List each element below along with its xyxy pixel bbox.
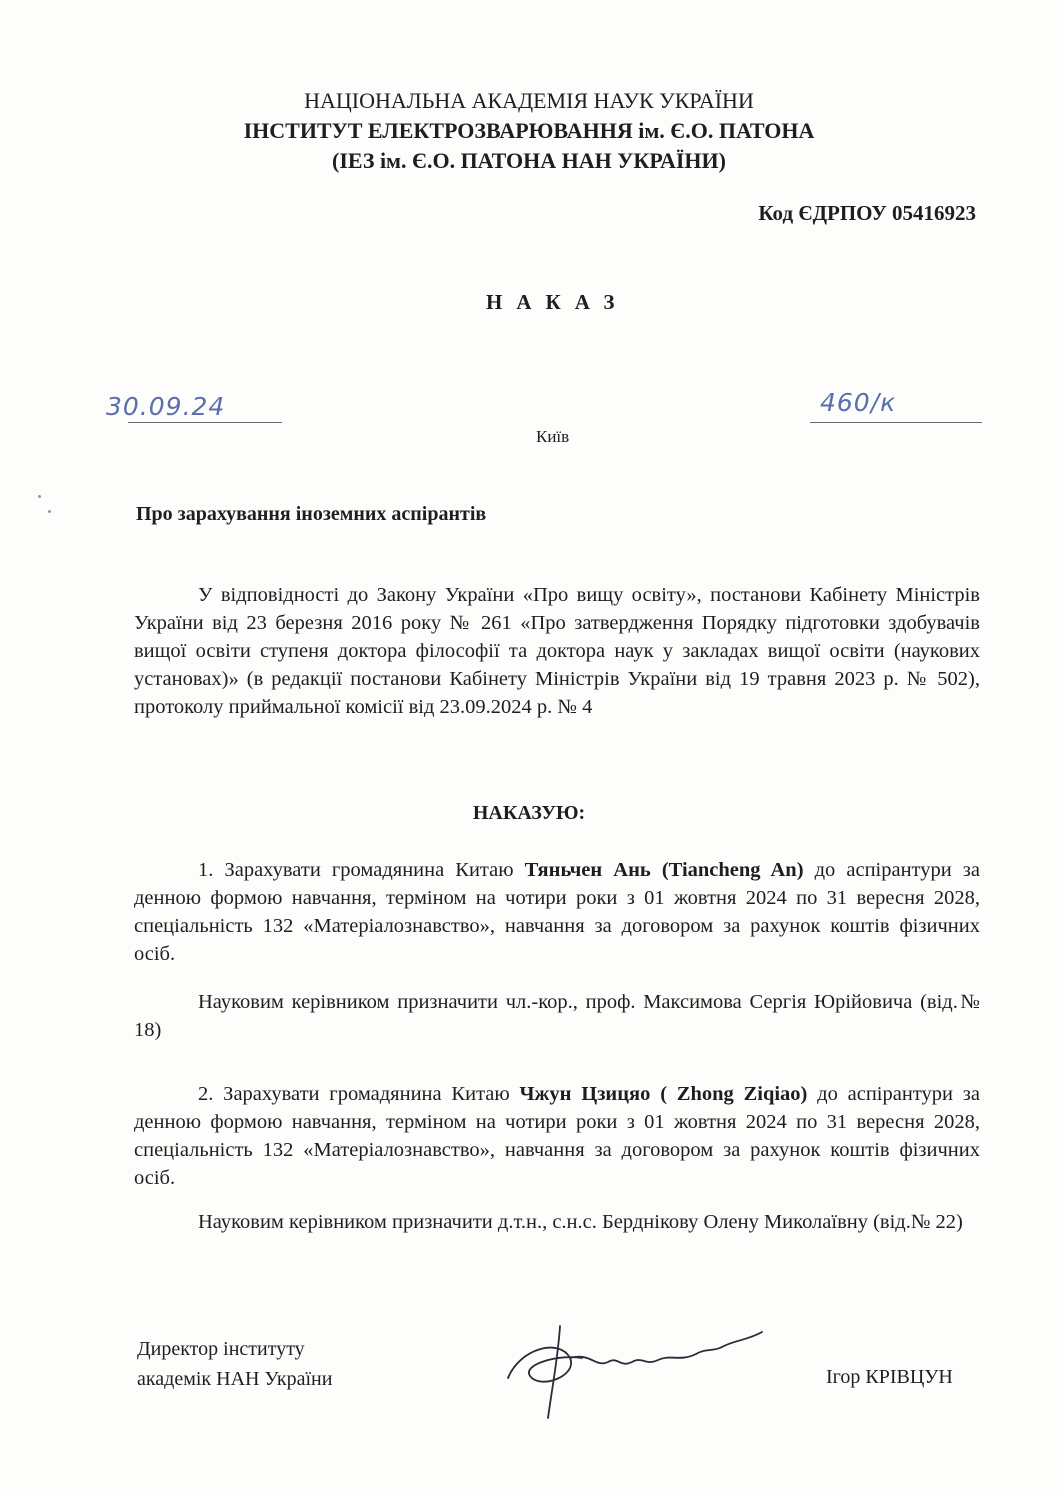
scan-speck bbox=[38, 495, 41, 498]
city: Київ bbox=[536, 427, 570, 446]
document-type: НАКАЗ bbox=[486, 290, 629, 314]
document-date: 30.09.24 bbox=[106, 392, 226, 421]
order-item-1-text: до аспірантури за денною формою навчання, терміном на чотири роки з 01 жовтня 2024 по 31 вересня 2028, спеціальність 132 «Матеріалознавство», навчання за договором за рахунок коштів фізичних осіб. bbox=[134, 859, 980, 965]
org-abbreviation: (ІЕЗ ім. Є.О. ПАТОНА НАН УКРАЇНИ) bbox=[332, 148, 726, 173]
preamble: У відповідності до Закону України «Про вищу освіту», постанови Кабінету Міністрів України від 23 березня 2016 року № 261 «Про затвердження Порядку підготовки здобувачів вищої освіти ступеня доктора філософії та доктора наук у закладах вищої освіти (наукових установах)» (в редакції постанови Кабінету Міністрів України від 19 травня 2023 р. № 502), протоколу приймальної комісії від 23.09.2024 р. № 4 bbox=[134, 584, 980, 718]
number-underline bbox=[810, 422, 982, 423]
order-heading: НАКАЗУЮ: bbox=[472, 802, 586, 824]
order-item-2-prefix: 2. Зарахувати громадянина Китаю bbox=[198, 1083, 510, 1105]
order-item-1-prefix: 1. Зарахувати громадянина Китаю bbox=[198, 859, 514, 881]
org-institute: ІНСТИТУТ ЕЛЕКТРОЗВАРЮВАННЯ ім. Є.О. ПАТОНА bbox=[243, 118, 815, 143]
org-academy: НАЦІОНАЛЬНА АКАДЕМІЯ НАУК УКРАЇНИ bbox=[304, 88, 754, 113]
edrpou-code: Код ЄДРПОУ 05416923 bbox=[758, 201, 976, 225]
scan-speck bbox=[48, 510, 51, 513]
order-item-2 bbox=[134, 1080, 980, 1192]
signatory-title-1: Директор інституту bbox=[137, 1338, 305, 1360]
order-item-1-name: Тяньчен Ань (Tiancheng An) bbox=[524, 859, 804, 881]
signatory-name: Ігор КРІВЦУН bbox=[826, 1366, 953, 1388]
handwritten-signature bbox=[500, 1318, 770, 1428]
document-number: 460/к bbox=[820, 388, 897, 417]
signatory-title-2: академік НАН України bbox=[137, 1368, 333, 1390]
order-item-2-name: Чжун Цзицяо ( Zhong Ziqiao) bbox=[519, 1083, 808, 1105]
order-item-1 bbox=[134, 856, 980, 968]
order-item-2-supervisor: Науковим керівником призначити д.т.н., с.н.с. Берднікову Олену Миколаївну (від.№ 22) bbox=[198, 1211, 963, 1233]
order-item-1-supervisor: Науковим керівником призначити чл.-кор., проф. Максимова Сергія Юрійовича (від.№ 18) bbox=[134, 991, 980, 1041]
order-item-2-text: до аспірантури за денною формою навчання, терміном на чотири роки з 01 жовтня 2024 по 31 вересня 2028, спеціальність 132 «Матеріалознавство», навчання за договором за рахунок коштів фізичних осіб. bbox=[134, 1083, 980, 1189]
document-subject: Про зарахування іноземних аспірантів bbox=[136, 503, 487, 525]
date-underline bbox=[128, 422, 282, 423]
